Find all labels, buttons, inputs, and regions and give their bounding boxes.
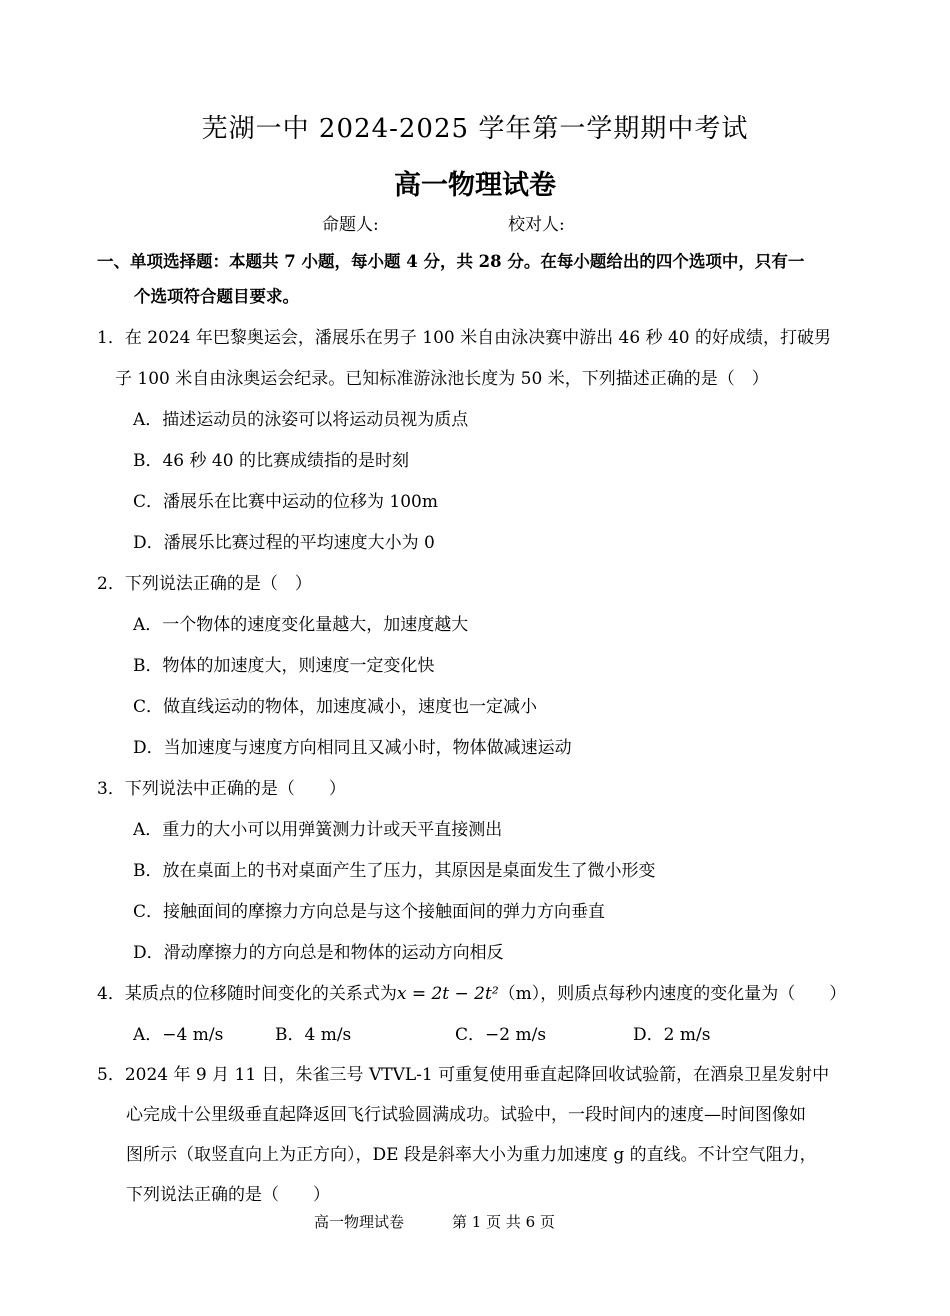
school-title: 芜湖一中 2024-2025 学年第一学期期中考试 [201, 114, 749, 144]
q3-option-c: C．接触面间的摩擦力方向总是与这个接触面间的弹力方向垂直 [133, 902, 606, 922]
footer-page-info: 第 1 页 共 6 页 [452, 1213, 555, 1231]
q1-option-d: D．潘展乐比赛过程的平均速度大小为 0 [133, 533, 435, 553]
q4-formula: x = 2t − 2t² [396, 984, 499, 1004]
q1-option-b: B．46 秒 40 的比赛成绩指的是时刻 [133, 451, 409, 471]
q4-stem [97, 979, 846, 1004]
q5-stem-line1: 5．2024 年 9 月 11 日，朱雀三号 VTVL-1 可重复使用垂直起降回收试验箭，在酒泉卫星发射中 [97, 1065, 830, 1085]
q3-option-a: A．重力的大小可以用弹簧测力计或天平直接测出 [133, 820, 503, 840]
q2-option-c: C．做直线运动的物体，加速度减小，速度也一定减小 [133, 697, 538, 717]
q3-option-d: D．滑动摩擦力的方向总是和物体的运动方向相反 [133, 943, 504, 963]
q4-option-d: D．2 m/s [633, 1025, 711, 1045]
q1-option-c: C．潘展乐在比赛中运动的位移为 100m [133, 492, 438, 512]
section-heading-line1: 一、单项选择题：本题共 7 小题，每小题 4 分，共 28 分。在每小题给出的四个选项中，只有一 [97, 252, 805, 271]
q2-option-a: A．一个物体的速度变化量越大，加速度越大 [133, 615, 469, 635]
q4-option-c: C．−2 m/s [455, 1025, 547, 1045]
q2-option-d: D．当加速度与速度方向相同且又减小时，物体做减速运动 [133, 738, 572, 758]
section-heading-line2: 个选项符合题目要求。 [134, 287, 299, 306]
q5-stem-line3: 图所示（取竖直向上为正方向），DE 段是斜率大小为重力加速度 g 的直线。不计空气阻力， [126, 1145, 817, 1165]
q5-stem-line4: 下列说法正确的是（ ） [126, 1185, 330, 1205]
q4-stem-suffix: （m），则质点每秒内速度的变化量为（ ） [498, 984, 847, 1004]
q1-option-a: A．描述运动员的泳姿可以将运动员视为质点 [133, 410, 469, 430]
footer-exam-name: 高一物理试卷 [314, 1213, 405, 1231]
setter-label: 命题人: [322, 215, 379, 235]
q4-option-a: A．−4 m/s [133, 1025, 224, 1045]
checker-label: 校对人: [508, 215, 565, 235]
q3-stem: 3．下列说法中正确的是（ ） [97, 779, 346, 799]
q3-option-b: B．放在桌面上的书对桌面产生了压力，其原因是桌面发生了微小形变 [133, 861, 656, 881]
q1-stem-line1: 1．在 2024 年巴黎奥运会，潘展乐在男子 100 米自由泳决赛中游出 46 秒 40 的好成绩，打破男 [97, 328, 832, 348]
q5-stem-line2: 心完成十公里级垂直起降返回飞行试验圆满成功。试验中，一段时间内的速度—时间图像如 [126, 1105, 806, 1125]
exam-title: 高一物理试卷 [394, 170, 556, 201]
q2-stem: 2．下列说法正确的是（ ） [97, 574, 312, 594]
q4-option-b: B．4 m/s [275, 1025, 352, 1045]
q4-stem-prefix: 4．某质点的位移随时间变化的关系式为 [97, 984, 397, 1004]
q1-stem-line2: 子 100 米自由泳奥运会纪录。已知标准游泳池长度为 50 米，下列描述正确的是（ ） [115, 369, 769, 389]
q2-option-b: B．物体的加速度大，则速度一定变化快 [133, 656, 435, 676]
